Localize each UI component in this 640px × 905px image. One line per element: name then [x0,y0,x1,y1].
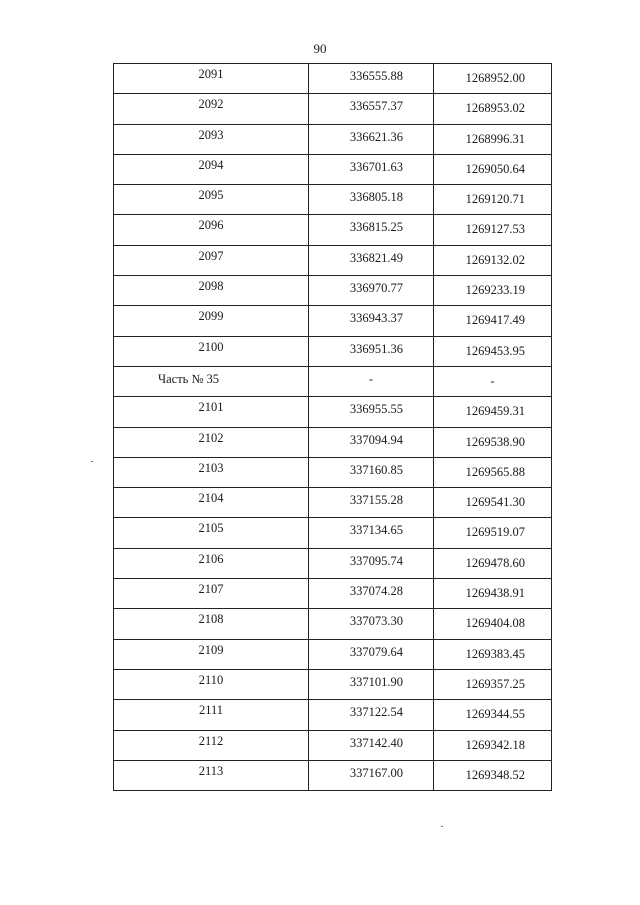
y-coordinate-cell [434,245,552,275]
table-row [114,427,552,457]
point-cell-text: 2102 [198,430,224,445]
x-coordinate-cell-text: 337160.85 [349,462,403,477]
point-cell-text: 2106 [198,551,224,566]
y-coordinate-cell-text: 1269538.90 [465,434,525,449]
y-coordinate-cell-text: - [490,373,495,388]
table-row [114,518,552,548]
point-cell [114,366,309,396]
x-coordinate-cell [309,609,434,639]
x-coordinate-cell [309,457,434,487]
x-coordinate-cell [309,669,434,699]
point-cell [114,488,309,518]
y-coordinate-cell [434,518,552,548]
coordinates-table [113,63,552,791]
y-coordinate-cell [434,609,552,639]
table-row [114,700,552,730]
y-coordinate-cell-text: 1269438.91 [465,586,525,601]
y-coordinate-cell [434,124,552,154]
x-coordinate-cell-text: 336955.55 [349,402,403,417]
page-number: 90 [313,41,327,56]
x-coordinate-cell [309,397,434,427]
y-coordinate-cell-text: 1268996.31 [465,131,525,146]
point-cell [114,215,309,245]
x-coordinate-cell-text: 336555.88 [349,69,403,83]
x-coordinate-cell [309,700,434,730]
point-cell [114,579,309,609]
x-coordinate-cell [309,518,434,548]
point-cell [114,427,309,457]
y-coordinate-cell [434,215,552,245]
y-coordinate-cell [434,669,552,699]
point-cell-text: 2103 [198,460,224,475]
point-cell [114,64,309,94]
point-cell [114,397,309,427]
table-row [114,306,552,336]
x-coordinate-cell [309,366,434,396]
y-coordinate-cell [434,366,552,396]
x-coordinate-cell-text: 336970.77 [349,281,403,296]
table-row [114,579,552,609]
point-cell [114,336,309,366]
point-cell-text: 2113 [198,763,224,778]
y-coordinate-cell [434,306,552,336]
y-coordinate-cell [434,185,552,215]
y-coordinate-cell-text: 1269127.53 [465,222,525,237]
y-coordinate-cell-text: 1269050.64 [465,161,525,176]
point-cell [114,518,309,548]
point-cell-text: 2098 [198,279,224,294]
y-coordinate-cell [434,276,552,306]
table-row [114,609,552,639]
table-row [114,215,552,245]
table-row [114,457,552,487]
x-coordinate-cell [309,185,434,215]
x-coordinate-cell-text: 337094.94 [349,432,403,447]
table-row [114,488,552,518]
x-coordinate-cell [309,730,434,760]
y-coordinate-cell-text: 1269459.31 [465,404,525,419]
x-coordinate-cell-text: 337142.40 [349,735,403,750]
y-coordinate-cell-text: 1269404.08 [465,616,525,631]
point-cell-text: 2101 [198,400,224,415]
x-coordinate-cell [309,64,434,94]
x-coordinate-cell-text: 336943.37 [349,311,403,326]
point-cell [114,669,309,699]
x-coordinate-cell-text: 336621.36 [349,129,403,144]
point-cell [114,124,309,154]
scan-speck [91,461,93,462]
table-row [114,185,552,215]
y-coordinate-cell [434,639,552,669]
point-cell-text: 2105 [198,521,224,536]
table-row [114,336,552,366]
point-cell-text: 2096 [198,218,224,233]
y-coordinate-cell-text: 1269233.19 [465,283,525,298]
x-coordinate-cell [309,94,434,124]
table-row [114,639,552,669]
table-row [114,669,552,699]
x-coordinate-cell [309,548,434,578]
point-cell-text: 2091 [198,67,224,81]
y-coordinate-cell [434,64,552,94]
point-cell-text: 2097 [198,248,224,263]
y-coordinate-cell-text: 1269519.07 [465,525,525,540]
y-coordinate-cell [434,730,552,760]
point-cell-text: 2095 [198,188,224,203]
point-cell-text: 2110 [198,672,224,687]
point-cell [114,185,309,215]
x-coordinate-cell-text: - [368,371,374,386]
point-cell [114,760,309,790]
y-coordinate-cell-text: 1268953.02 [465,101,525,116]
y-coordinate-cell [434,397,552,427]
x-coordinate-cell-text: 336805.18 [349,190,403,205]
y-coordinate-cell-text: 1269417.49 [465,313,525,328]
x-coordinate-cell-text: 337079.64 [349,644,403,659]
y-coordinate-cell [434,427,552,457]
x-coordinate-cell-text: 337074.28 [349,584,403,599]
y-coordinate-cell-text: 1269342.18 [465,737,525,752]
y-coordinate-cell-text: 1269344.55 [465,707,525,722]
y-coordinate-cell [434,336,552,366]
x-coordinate-cell [309,154,434,184]
table-row [114,276,552,306]
point-cell-text: 2099 [198,309,224,324]
y-coordinate-cell [434,94,552,124]
y-coordinate-cell [434,700,552,730]
point-cell [114,154,309,184]
point-cell-text: 2109 [198,642,224,657]
y-coordinate-cell [434,488,552,518]
table-row [114,64,552,94]
y-coordinate-cell-text: 1269541.30 [465,495,525,510]
point-cell [114,457,309,487]
point-cell-text: 2108 [198,612,224,627]
y-coordinate-cell-text: 1269383.45 [465,646,525,661]
x-coordinate-cell-text: 336821.49 [349,250,403,265]
x-coordinate-cell-text: 337095.74 [349,553,403,568]
x-coordinate-cell-text: 336557.37 [349,99,403,114]
y-coordinate-cell-text: 1269132.02 [465,252,525,267]
point-cell [114,548,309,578]
point-cell [114,700,309,730]
table-row [114,760,552,790]
y-coordinate-cell [434,548,552,578]
y-coordinate-cell [434,760,552,790]
x-coordinate-cell [309,215,434,245]
x-coordinate-cell-text: 336815.25 [349,220,403,235]
x-coordinate-cell-text: 337122.54 [349,705,403,720]
y-coordinate-cell-text: 1269565.88 [465,464,525,479]
x-coordinate-cell [309,245,434,275]
point-cell [114,609,309,639]
x-coordinate-cell-text: 336701.63 [349,159,403,174]
y-coordinate-cell [434,154,552,184]
y-coordinate-cell-text: 1269478.60 [465,555,525,570]
x-coordinate-cell [309,124,434,154]
table-row [114,366,552,396]
table-row [114,245,552,275]
x-coordinate-cell [309,306,434,336]
x-coordinate-cell [309,639,434,669]
y-coordinate-cell [434,579,552,609]
point-cell-text: Часть № 35 [157,371,220,386]
table-row [114,548,552,578]
x-coordinate-cell [309,488,434,518]
x-coordinate-cell [309,276,434,306]
point-cell-text: 2093 [198,127,224,142]
point-cell-text: 2107 [198,582,224,597]
x-coordinate-cell-text: 337134.65 [349,523,403,538]
coordinates-table-body [114,64,552,791]
table-row [114,154,552,184]
x-coordinate-cell [309,427,434,457]
table-row [114,397,552,427]
point-cell-text: 2100 [198,339,224,354]
table-row [114,94,552,124]
x-coordinate-cell [309,760,434,790]
point-cell [114,94,309,124]
x-coordinate-cell-text: 337073.30 [349,614,403,629]
y-coordinate-cell-text: 1269357.25 [465,676,525,691]
x-coordinate-cell-text: 337155.28 [349,493,403,508]
point-cell [114,245,309,275]
x-coordinate-cell-text: 337167.00 [349,765,403,780]
point-cell-text: 2092 [198,97,224,112]
table-row [114,730,552,760]
y-coordinate-cell-text: 1269453.95 [465,343,525,358]
point-cell [114,639,309,669]
point-cell-text: 2104 [198,491,224,506]
x-coordinate-cell [309,579,434,609]
y-coordinate-cell-text: 1269348.52 [465,767,525,782]
point-cell [114,306,309,336]
y-coordinate-cell-text: 1269120.71 [465,192,525,207]
y-coordinate-cell-text: 1268952.00 [465,71,525,85]
x-coordinate-cell-text: 337101.90 [349,674,403,689]
point-cell [114,276,309,306]
table-row [114,124,552,154]
point-cell-text: 2111 [198,703,224,718]
point-cell [114,730,309,760]
y-coordinate-cell [434,457,552,487]
scan-speck [441,826,443,827]
x-coordinate-cell-text: 336951.36 [349,341,403,356]
x-coordinate-cell [309,336,434,366]
point-cell-text: 2094 [198,157,224,172]
point-cell-text: 2112 [198,733,224,748]
